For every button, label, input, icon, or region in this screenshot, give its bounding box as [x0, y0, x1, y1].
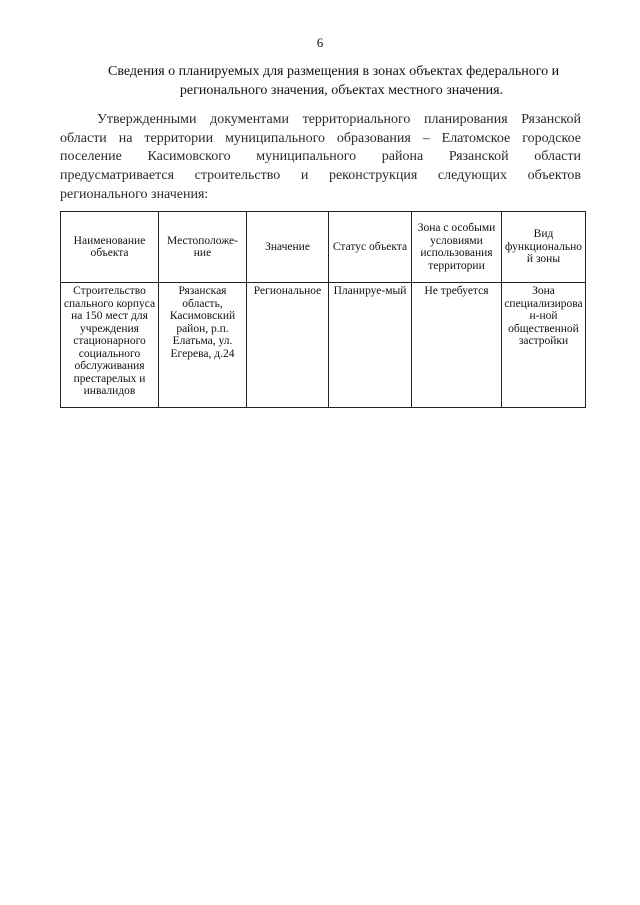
- cell-special-zone: Не требуется: [412, 283, 502, 408]
- header-cell-functional-zone: Вид функциональной зоны: [502, 212, 586, 283]
- section-heading-line-2: регионального значения, объектах местного значения.: [179, 83, 504, 98]
- section-heading-line-1: Сведения о планируемых для размещения в зонах объектах федерального и: [108, 64, 560, 79]
- header-cell-significance: Значение: [247, 212, 329, 283]
- cell-significance: Региональное: [247, 283, 329, 408]
- intro-paragraph: [60, 111, 581, 205]
- intro-line: области на территории муниципального образования – Елатомское городское: [60, 130, 581, 146]
- section-heading: [60, 62, 640, 100]
- header-cell-object-name: Наименование объекта: [61, 212, 159, 283]
- table-header-row: [61, 212, 586, 283]
- table-row: [61, 283, 586, 408]
- intro-line: регионального значения:: [60, 186, 209, 202]
- intro-line: Утвержденными документами территориального планирования Рязанской: [97, 112, 581, 127]
- intro-line: поселение Касимовского муниципального района Рязанской области: [60, 149, 581, 165]
- cell-object-name: Строительство спального корпуса на 150 мест для учреждения стационарного социального обслуживания престарелых и инвалидов: [61, 283, 159, 408]
- header-cell-location: Местоположе-ние: [159, 212, 247, 283]
- cell-functional-zone: Зона специализирован-ной общественной застройки: [502, 283, 586, 408]
- header-cell-status: Статус объекта: [329, 212, 412, 283]
- header-cell-special-zone: Зона с особыми условиями использования территории: [412, 212, 502, 283]
- cell-status: Планируе-мый: [329, 283, 412, 408]
- planned-objects-table: [60, 211, 586, 408]
- page-number: 6: [316, 35, 324, 50]
- intro-line: предусматривается строительство и реконструкция следующих объектов: [60, 168, 581, 184]
- cell-location: Рязанская область, Касимовский район, р.п. Елатьма, ул. Егерева, д.24: [159, 283, 247, 408]
